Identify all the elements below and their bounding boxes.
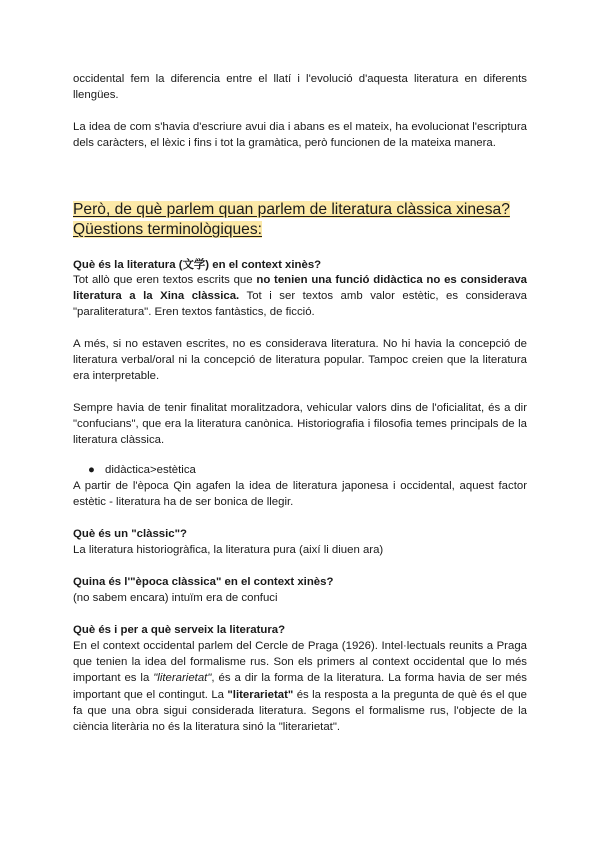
purpose-text: En el context occidental parlem del Cercle de Praga (1926). Intel·lectuals reunits a Praga que tenien la idea del formalisme rus. Son els primers al context occidental que lo més important es la "literarietat", és a dir la forma de la literatura. La forma havia de ser més important que el contingut. La "literarietat" és la resposta a la pregunta de què és el que fa que una obra sigui considerada literatura. Segons el formalisme rus, l'objecte de la ciència literària no és la literatura sinó la "literarietat". [73, 640, 528, 734]
literature-text-4: A partir de l'època Qin agafen la idea de literatura japonesa i occidental, aquest factor estètic - literatura ha de ser bonica de llegir. [73, 480, 527, 509]
literature-text-1: Tot allò que eren textos escrits que no tenien una funció didàctica no es considerava literatura a la Xina clàssica. Tot i ser textos amb valor estètic, es considerava "paraliteratura". Eren textos fantàstics, de ficció. [73, 274, 527, 319]
heading-line-1: Però, de què parlem quan parlem de literatura clàssica xinesa? [73, 201, 510, 218]
question-literature: Què és la literatura (文学) en el context xinès? [73, 259, 322, 271]
answer-era: (no sabem encara) intuïm era de confuci [73, 592, 278, 605]
intro-text-2: La idea de com s'havia d'escriure avui dia i abans es el mateix, ha evolucionat l'escriptura dels caràcters, el lèxic i fins i tot la gramàtica, però funcionen de la mateixa manera. [73, 121, 527, 150]
literature-paragraph-4 [73, 478, 527, 510]
question-era: Quina és l'"època clàssica" en el context xinès? [73, 576, 334, 588]
heading-line-2: Qüestions terminològiques: [73, 221, 262, 238]
purpose-question [73, 622, 527, 638]
literature-paragraph-2 [73, 336, 527, 385]
intro-paragraph-1 [73, 71, 527, 103]
classic-section [73, 526, 527, 558]
intro-paragraph-2 [73, 119, 527, 151]
purpose-paragraph [73, 638, 527, 735]
literature-text-2: A més, si no estaven escrites, no es considerava literatura. No hi havia la concepció de literatura verbal/oral ni la concepció de literatura popular. Tampoc creien que la literatura era interpretable. [73, 338, 527, 383]
era-section [73, 574, 527, 606]
literature-question [73, 257, 527, 273]
bullet-text: didàctica>estètica [105, 464, 196, 476]
bullet-item [88, 462, 196, 478]
question-purpose: Què és i per a què serveix la literatura? [73, 624, 286, 636]
literature-paragraph-3 [73, 400, 527, 449]
bullet-dot-icon: ● [88, 464, 95, 476]
section-heading [73, 200, 527, 240]
question-classic: Què és un "clàssic"? [73, 528, 187, 540]
literature-text-3: Sempre havia de tenir finalitat moralitzadora, vehicular valors dins de l'oficialitat, és a dir "confucians", que era la literatura canònica. Historiografia i filosofia temes principals de la literatura clàssica. [73, 402, 527, 447]
answer-classic: La literatura historiogràfica, la literatura pura (així li diuen ara) [73, 544, 384, 557]
intro-text-1: occidental fem la diferencia entre el llatí i l'evolució d'aquesta literatura en diferents llengües. [73, 73, 527, 102]
literature-paragraph-1 [73, 272, 527, 321]
